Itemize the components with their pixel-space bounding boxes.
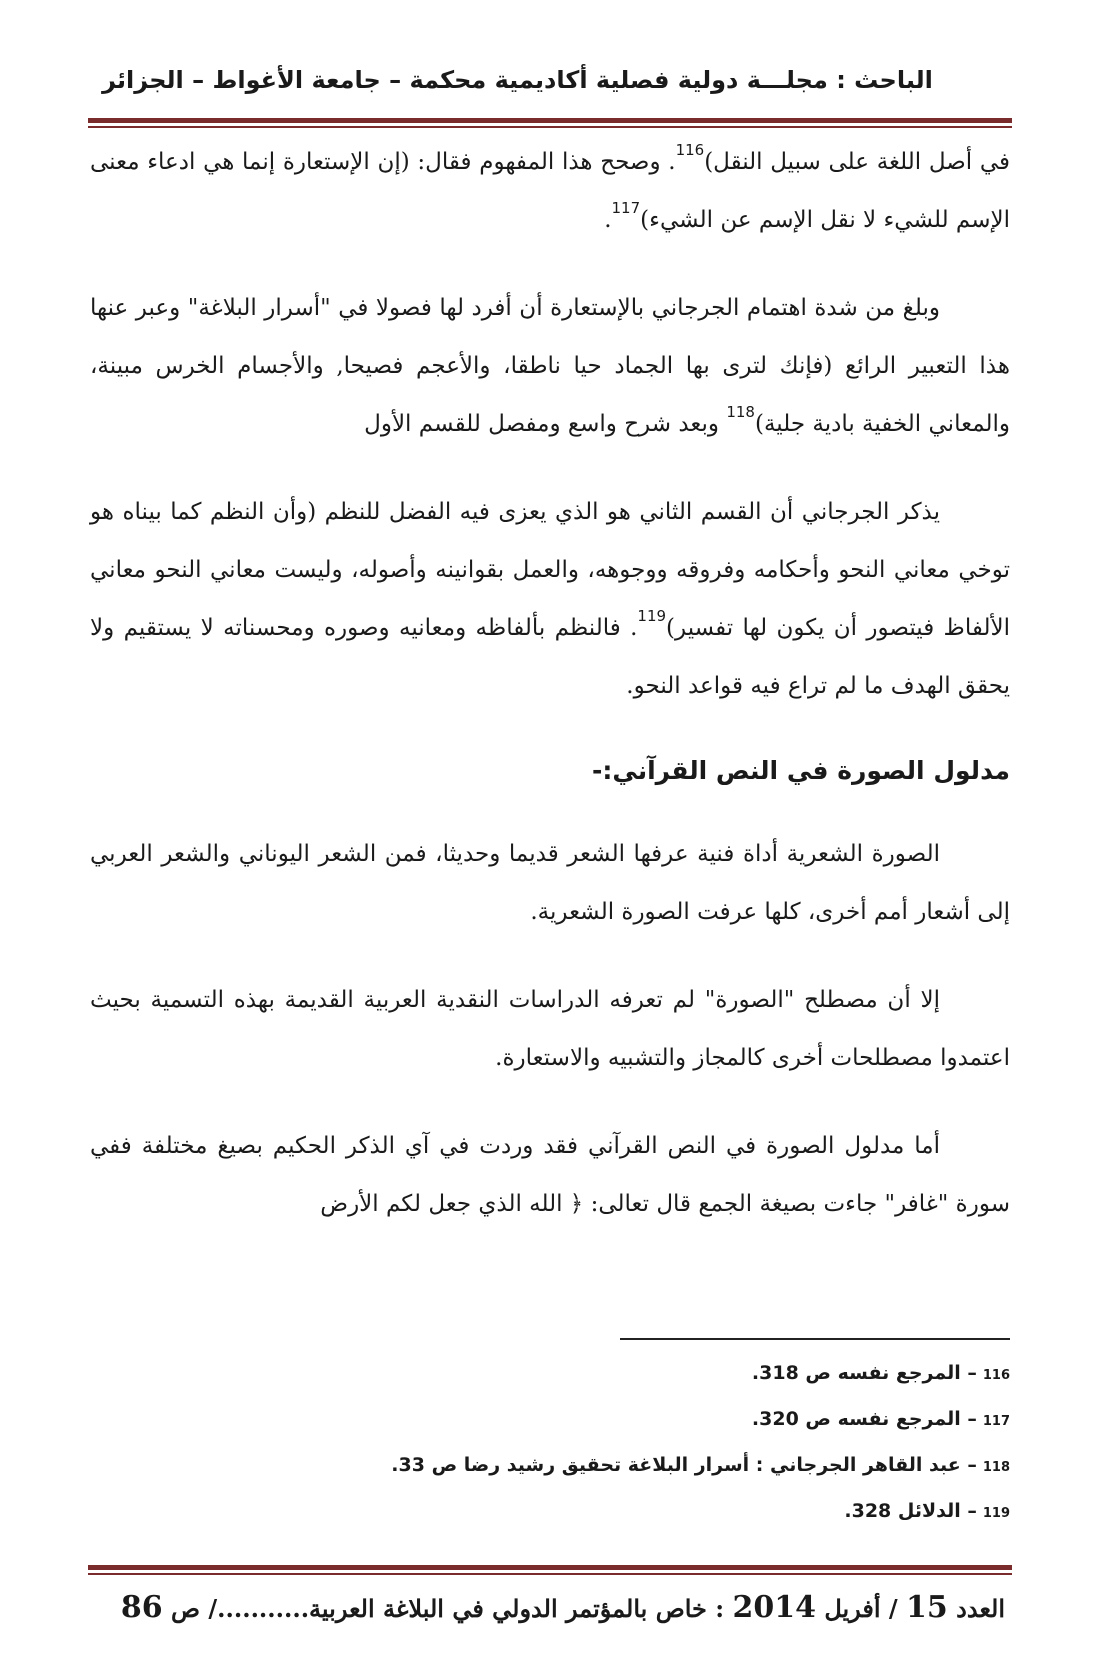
paragraph-1-text: في أصل اللغة على سبيل النقل) xyxy=(704,149,1011,175)
issue-year: 2014 xyxy=(732,1590,816,1625)
article-body xyxy=(90,133,1010,1263)
footnote-text: – الدلائل 328. xyxy=(844,1500,977,1522)
journal-header xyxy=(85,62,950,98)
footer-rule-thin xyxy=(88,1573,1012,1575)
paragraph-1-text-2: . وصحح هذا المفهوم فقال: (إن الإستعارة إنما هي ادعاء معنى الإسم للشيء لا نقل الإسم عن الشيء) xyxy=(90,149,1010,233)
paragraph-2-text-2: وبعد شرح واسع ومفصل للقسم الأول xyxy=(364,411,727,437)
paragraph-4: الصورة الشعرية أداة فنية عرفها الشعر قديما وحديثا، فمن الشعر اليوناني والشعر العربي إلى أشعار أمم أخرى، كلها عرفت الصورة الشعرية. xyxy=(90,841,1010,925)
paragraph-2 xyxy=(90,279,1010,453)
footnote-item: 118 – عبد القاهر الجرجاني : أسرار البلاغة تحقيق رشيد رضا ص 33. xyxy=(90,1442,1010,1488)
paragraph-1 xyxy=(90,133,1010,249)
footnote-ref-119[interactable]: 119 xyxy=(637,607,667,625)
paragraph-3-text: يذكر الجرجاني أن القسم الثاني هو الذي يعزى فيه الفضل للنظم (وأن النظم كما بيناه هو توخي معاني النحو وأحكامه وفروقه ووجوهه، والعمل بقوانينه وأصوله، وليست معاني النحو معاني الألفاظ فيتصور أن يكون لها تفسير) xyxy=(90,499,1010,641)
footer-separator: / xyxy=(888,1594,898,1623)
footnote-item: 117 – المرجع نفسه ص 320. xyxy=(90,1396,1010,1442)
page-label: ص xyxy=(171,1594,201,1623)
issue-number: 15 xyxy=(906,1590,948,1625)
footnote-item: 116 – المرجع نفسه ص 318. xyxy=(90,1350,1010,1396)
footnote-item: 119 – الدلائل 328. xyxy=(90,1488,1010,1534)
header-rule-thin xyxy=(88,126,1012,128)
footer-rule xyxy=(88,1565,1012,1575)
footnote-ref-117[interactable]: 117 xyxy=(611,199,641,217)
footnote-ref-118[interactable]: 118 xyxy=(726,403,755,421)
footnote-text: – عبد القاهر الجرجاني : أسرار البلاغة تحقيق رشيد رضا ص 33. xyxy=(391,1454,977,1476)
section-heading: مدلول الصورة في النص القرآني:- xyxy=(592,756,1010,785)
paragraph-3 xyxy=(90,483,1010,715)
footer-rule-thick xyxy=(88,1565,1012,1570)
issue-month: أفريل xyxy=(824,1594,881,1623)
header-rule-thick xyxy=(88,118,1012,123)
paragraph-3-text-2: . فالنظم بألفاظه ومعانيه وصوره ومحسناته لا يستقيم ولا يحقق الهدف ما لم تراع فيه قواعد النحو. xyxy=(90,615,1010,699)
header-rule xyxy=(88,118,1012,128)
footnotes xyxy=(90,1350,1010,1534)
paragraph-1-end: . xyxy=(604,207,612,233)
paragraph-5: إلا أن مصطلح "الصورة" لم تعرفه الدراسات النقدية العربية القديمة بهذه التسمية بحيث اعتمدوا مصطلحات أخرى كالمجاز والتشبيه والاستعارة. xyxy=(90,987,1010,1071)
issue-description: : خاص بالمؤتمر الدولي في البلاغة العربية.........../ xyxy=(208,1594,725,1623)
paragraph-6: أما مدلول الصورة في النص القرآني فقد وردت في آي الذكر الحكيم بصيغ مختلفة ففي سورة "غافر" جاءت بصيغة الجمع قال تعالى: ﴿ الله الذي جعل لكم الأرض xyxy=(90,1133,1010,1217)
page-footer xyxy=(95,1588,1005,1629)
page-number: 86 xyxy=(120,1590,163,1625)
issue-label: العدد xyxy=(956,1594,1005,1623)
footnote-separator xyxy=(620,1338,1010,1340)
footnote-text: – المرجع نفسه ص 320. xyxy=(751,1408,977,1430)
paragraph-2-text: وبلغ من شدة اهتمام الجرجاني بالإستعارة أن أفرد لها فصولا في "أسرار البلاغة" وعبر عنها هذا التعبير الرائع (فإنك لترى بها الجماد حيا ناطقا، والأعجم فصيحا, والأجسام الخرس مبينة، والمعاني الخفية بادية جلية) xyxy=(90,295,1010,437)
footnote-ref-116[interactable]: 116 xyxy=(675,141,705,159)
footnote-text: – المرجع نفسه ص 318. xyxy=(751,1362,977,1384)
journal-header-text: الباحث : مجلـــة دولية فصلية أكاديمية محكمة – جامعة الأغواط – الجزائر xyxy=(102,66,933,94)
